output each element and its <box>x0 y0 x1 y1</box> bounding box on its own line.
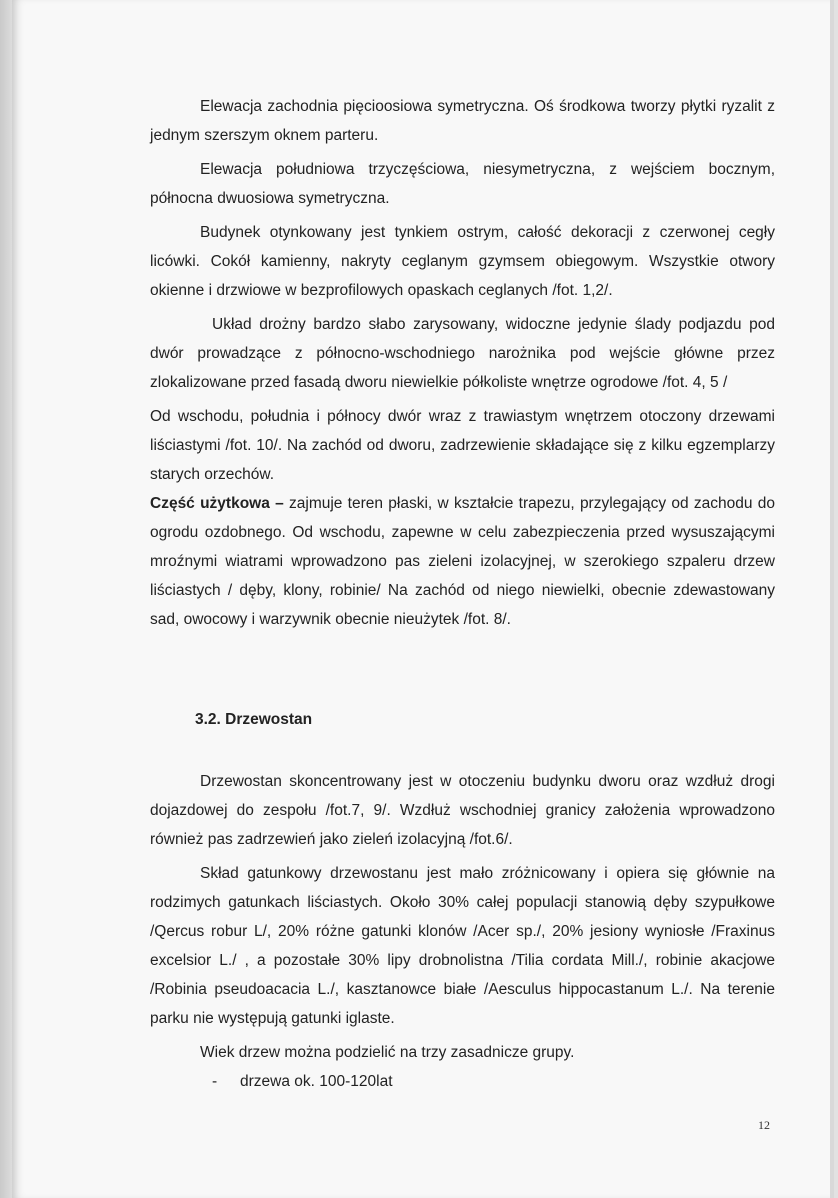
main-text <box>150 92 775 634</box>
paragraph-utility-part <box>150 489 775 634</box>
paragraph-species-composition: Skład gatunkowy drzewostanu jest mało zróżnicowany i opiera się głównie na rodzimych gatunkach liściastych. Około 30% całej populacji stanowią dęby szypułkowe /Qercus robur L/, 20% różne gatunki klonów /Acer sp./, 20% jesiony wyniosłe /Fraxinus excelsior L./ , a pozostałe 30% lipy drobnolistna /Tilia cordata Mill./, robinie akacjowe /Robinia pseudoacacia L./, kasztanowce białe /Aesculus hippocastanum L./. Na terenie parku nie występują gatunki iglaste. <box>150 865 775 1027</box>
scan-edge-right <box>830 0 834 1198</box>
paragraph-west-elevation: Elewacja zachodnia pięcioosiowa symetryczna. Oś środkowa tworzy płytki ryzalit z jednym szerszym oknem parteru. <box>150 98 775 144</box>
utility-part-text: zajmuje teren płaski, w kształcie trapezu, przylegający od zachodu do ogrodu ozdobnego. Od wschodu, zapewne w celu zabezpieczenia przed wysuszającymi mroźnymi wiatrami wprowadzono pas zieleni izolacyjnej, w szerokiego szpaleru drzew liściastych / dęby, klony, robinie/ Na zachód od niego niewielki, obecnie zdewastowany sad, owocowy i warzywnik obecnie nieużytek /fot. 8/. <box>150 495 775 628</box>
paragraph-road-layout: Układ drożny bardzo słabo zarysowany, widoczne jedynie ślady podjazdu pod dwór prowadzące z północno-wschodniego narożnika pod wejście główne przez zlokalizowane przed fasadą dworu niewielkie półkoliste wnętrze ogrodowe /fot. 4, 5 / <box>150 316 775 391</box>
section-text <box>150 767 775 1096</box>
list-bullet: - <box>212 1073 218 1090</box>
utility-part-label: Część użytkowa – <box>150 495 284 512</box>
paragraph-building-plaster: Budynek otynkowany jest tynkiem ostrym, całość dekoracji z czerwonej cegły licówki. Cokół kamienny, nakryty ceglanym gzymsem obiegowym. Wszystkie otwory okienne i drzwiowe w bezprofilowych opaskach ceglanych /fot. 1,2/. <box>150 224 775 299</box>
list-item <box>150 1067 775 1096</box>
paragraph-trees-surroundings: Od wschodu, południa i północy dwór wraz z trawiastym wnętrzem otoczony drzewami liściastymi /fot. 10/. Na zachód od dworu, zadrzewienie składające się z kilku egzemplarzy starych orzechów. <box>150 408 775 483</box>
list-item-text: drzewa ok. 100-120lat <box>240 1073 393 1090</box>
section-heading: 3.2. Drzewostan <box>195 711 313 728</box>
paragraph-south-elevation: Elewacja południowa trzyczęściowa, niesymetryczna, z wejściem bocznym, północna dwuosiowa symetryczna. <box>150 161 775 207</box>
paragraph-age-groups: Wiek drzew można podzielić na trzy zasadnicze grupy. <box>200 1044 575 1061</box>
page-number: 12 <box>758 1118 770 1132</box>
paragraph-tree-stand-location: Drzewostan skoncentrowany jest w otoczeniu budynku dworu oraz wzdłuż drogi dojazdowej do zespołu /fot.7, 9/. Wzdłuż wschodniej granicy założenia wprowadzono również pas zadrzewień jako zieleń izolacyjną /fot.6/. <box>150 773 775 848</box>
scan-shadow-left <box>0 0 12 1198</box>
